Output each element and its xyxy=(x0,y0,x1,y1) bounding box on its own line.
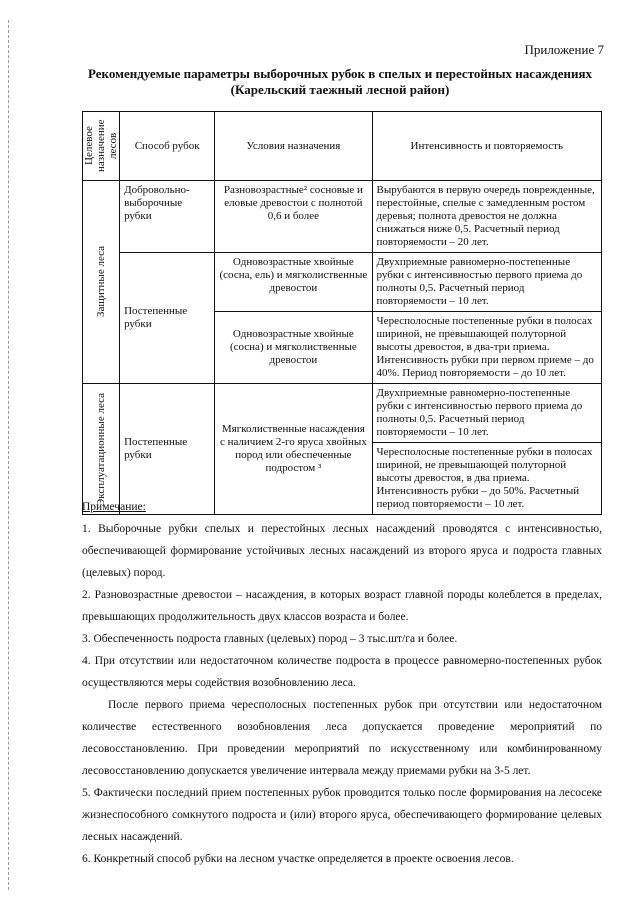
title-line-2: (Карельский таежный лесной район) xyxy=(230,82,450,97)
note-3: 3. Обеспеченность подроста главных (целевых) пород – 3 тыс.шт/га и более. xyxy=(82,633,458,645)
table-row xyxy=(83,181,602,253)
cutting-parameters-table xyxy=(82,111,602,515)
note-6: 6. Конкретный способ рубки на лесном участке определяется в проекте освоения лесов. xyxy=(82,853,514,865)
header-purpose: Целевое назначение лесов xyxy=(83,112,120,181)
appendix-label: Приложение 7 xyxy=(524,42,604,57)
condition-voluntary: Разновозрастные² сосновые и еловые древостои с полнотой 0,6 и более xyxy=(215,181,372,253)
document-title xyxy=(70,66,610,98)
condition-gradual-2: Одновозрастные хвойные (сосна) и мягколиственные древостои xyxy=(215,312,372,384)
method-gradual-protective: Постепенные рубки xyxy=(120,253,215,384)
header-conditions: Условия назначения xyxy=(215,112,372,181)
title-line-1: Рекомендуемые параметры выборочных рубок в спелых и перестойных насаждениях xyxy=(87,66,592,81)
notes-section xyxy=(82,496,602,870)
purpose-protective: Защитные леса xyxy=(83,181,120,384)
notes-heading: Примечание: xyxy=(82,501,146,513)
intensity-gradual-2: Чересполосные постепенные рубки в полосах шириной, не превышающей полуторной высоты древостоя, в два-три приема. Интенсивность рубки при первом приеме – до 40%. Период повторяемости – до 10 лет. xyxy=(372,312,601,384)
header-intensity: Интенсивность и повторяемость xyxy=(372,112,601,181)
intensity-gradual-1: Двухприемные равномерно-постепенные рубки с интенсивностью первого приема до полноты 0,5. Расчетный период повторяемости – 10 лет. xyxy=(372,253,601,312)
note-4-continued: После первого приема чересполосных постепенных рубок при отсутствии или недостаточном количестве естественного возобновления леса допускается проведение мероприятий по лесовосстановлению. При проведении мероприятий по искусственному или комбинированному лесовосстановлению допускается увеличение интервала между приемами рубки на 3-5 лет. xyxy=(82,699,602,777)
purpose-exploitation: Эксплуатационные леса xyxy=(83,384,120,515)
condition-exploitation: Мягколиственные насаждения с наличием 2-го яруса хвойных пород или обеспеченные подростом ³ xyxy=(215,384,372,515)
intensity-exploitation-2: Чересполосные постепенные рубки в полосах шириной, не превышающей полуторной высоты древостоя, в два приема. Интенсивность рубки – до 50%. Расчетный период повторяемости – 10 лет. xyxy=(372,443,601,515)
note-5: 5. Фактически последний прием постепенных рубок проводится только после формирования на лесосеке жизнеспособного сомкнутого подроста и (или) второго яруса, обеспечивающего формирование целевых лесных насаждений. xyxy=(82,787,602,843)
method-gradual-exploitation: Постепенные рубки xyxy=(120,384,215,515)
note-1: 1. Выборочные рубки спелых и перестойных лесных насаждений проводятся с интенсивностью, обеспечивающей формирование устойчивых лесных насаждений из второго яруса и подроста главных (целевых) пород. xyxy=(82,523,602,579)
table-row xyxy=(83,384,602,443)
table-row xyxy=(83,253,602,312)
note-4: 4. При отсутствии или недостаточном количестве подроста в процессе равномерно-постепенных рубок осуществляются меры содействия возобновлению леса. xyxy=(82,655,602,689)
table-header-row xyxy=(83,112,602,181)
note-2: 2. Разновозрастные древостои – насаждения, в которых возраст главной породы колеблется в пределах, превышающих продолжительность двух классов возраста и более. xyxy=(82,589,602,623)
condition-gradual-1: Одновозрастные хвойные (сосна, ель) и мягколиственные древостои xyxy=(215,253,372,312)
header-method: Способ рубок xyxy=(120,112,215,181)
method-voluntary: Добровольно-выборочные рубки xyxy=(120,181,215,253)
binding-edge xyxy=(8,20,19,890)
intensity-exploitation-1: Двухприемные равномерно-постепенные рубки с интенсивностью первого приема до полноты 0,5. Расчетный период повторяемости – 10 лет. xyxy=(372,384,601,443)
intensity-voluntary: Вырубаются в первую очередь поврежденные, перестойные, спелые с замедленным ростом деревья; полнота древостоя не должна снижаться ниже 0,5. Расчетный период повторяемости – 20 лет. xyxy=(372,181,601,253)
